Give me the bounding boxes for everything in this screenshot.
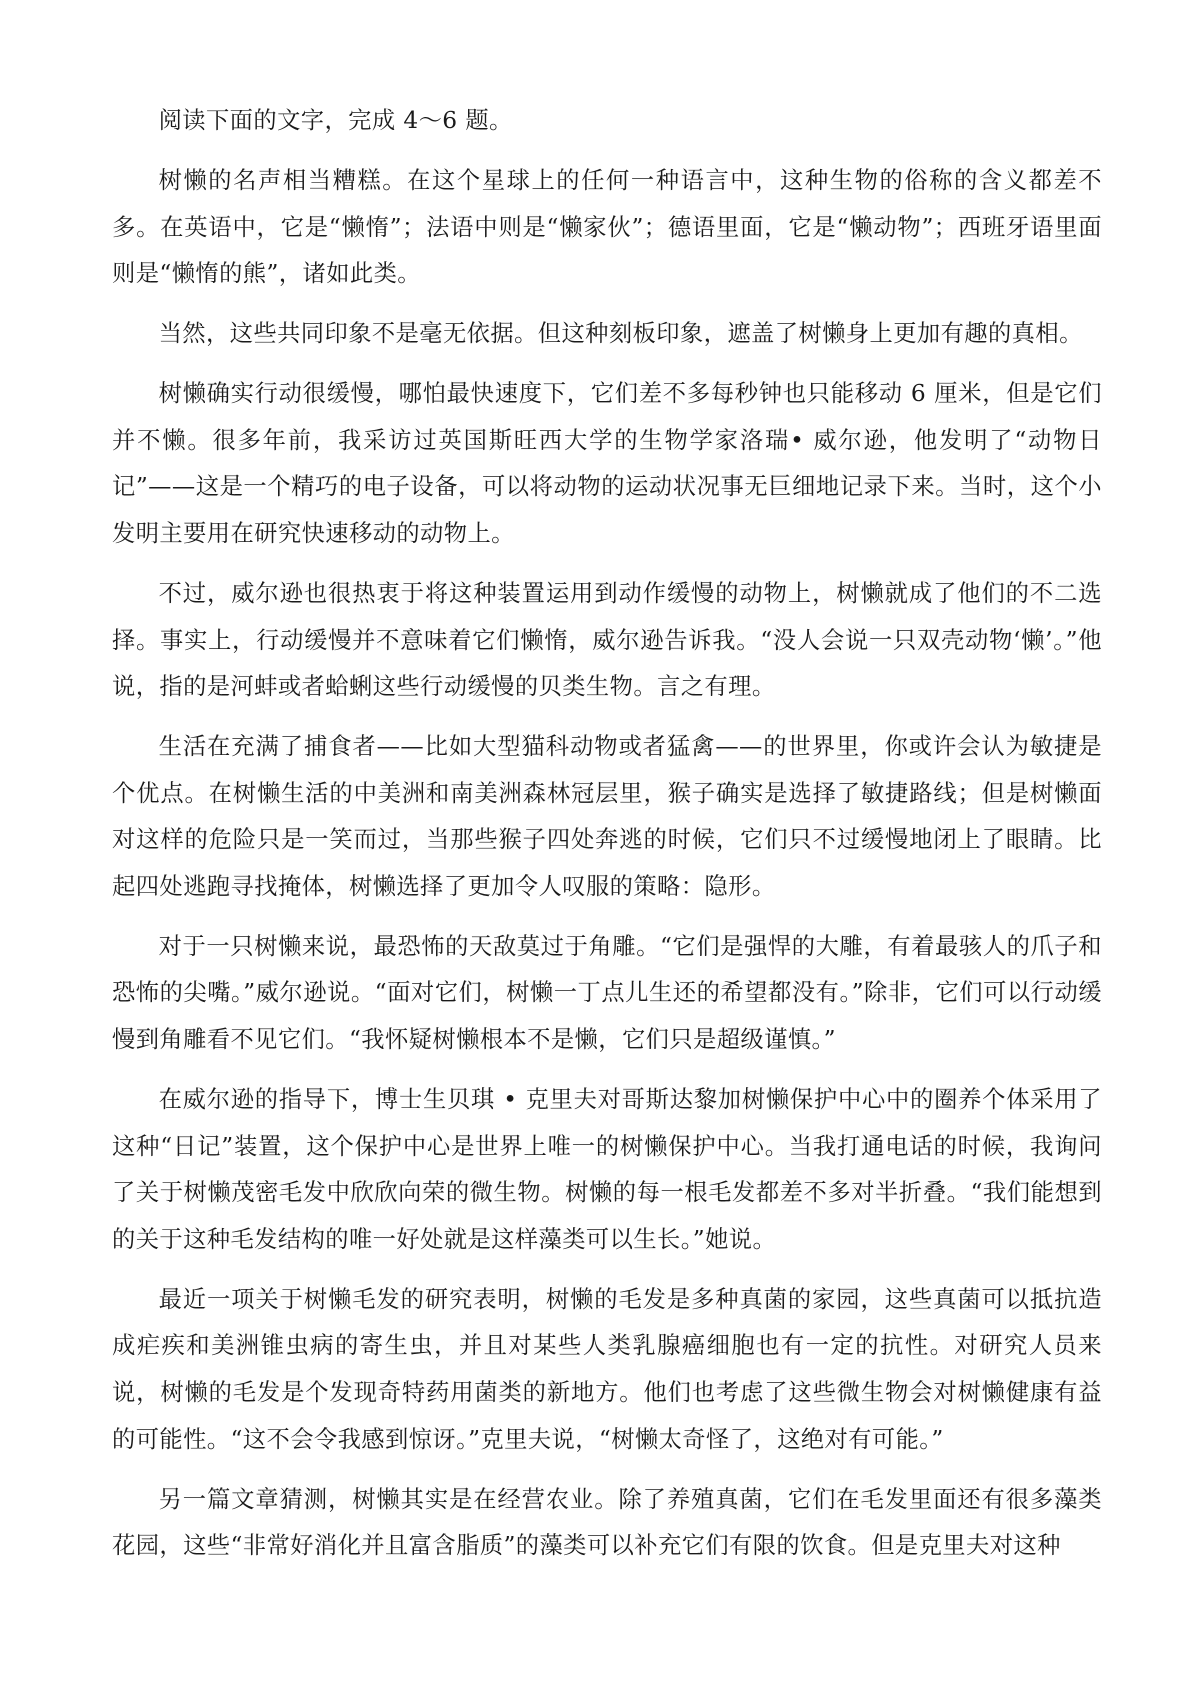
reading-instruction: 阅读下面的文字，完成 4～6 题。 [158, 107, 513, 134]
paragraph: 另一篇文章猜测，树懒其实是在经营农业。除了养殖真菌，它们在毛发里面还有很多藻类花园，这些“非常好消化并且富含脂质”的藻类可以补充它们有限的饮食。但是克里夫对这种 [112, 1485, 1102, 1560]
paragraph: 对于一只树懒来说，最恐怖的天敌莫过于角雕。“它们是强悍的大雕，有着最骇人的爪子和恐怖的尖嘴。”威尔逊说。“面对它们，树懒一丁点儿生还的希望都没有。”除非，它们可以行动缓慢到角雕看不见它们。“我怀疑树懒根本不是懒，它们只是超级谨慎。” [112, 932, 1102, 1054]
paragraph: 树懒的名声相当糟糕。在这个星球上的任何一种语言中，这种生物的俗称的含义都差不多。在英语中，它是“懒惰”；法语中则是“懒家伙”；德语里面，它是“懒动物”；西班牙语里面则是“懒惰的熊”，诸如此类。 [112, 166, 1102, 288]
paragraph: 在威尔逊的指导下，博士生贝琪 • 克里夫对哥斯达黎加树懒保护中心中的圈养个体采用了这种“日记”装置，这个保护中心是世界上唯一的树懒保护中心。当我打通电话的时候，我询问了关于树懒茂密毛发中欣欣向荣的微生物。树懒的每一根毛发都差不多对半折叠。“我们能想到的关于这种毛发结构的唯一好处就是这样藻类可以生长。”她说。 [112, 1086, 1102, 1253]
paragraph: 树懒确实行动很缓慢，哪怕最快速度下，它们差不多每秒钟也只能移动 6 厘米，但是它们并不懒。很多年前，我采访过英国斯旺西大学的生物学家洛瑞• 威尔逊，他发明了“动物日记”——这是一个精巧的电子设备，可以将动物的运动状况事无巨细地记录下来。当时，这个小发明主要用在研究快速移动的动物上。 [112, 380, 1102, 547]
paragraph: 生活在充满了捕食者——比如大型猫科动物或者猛禽——的世界里，你或许会认为敏捷是个优点。在树懒生活的中美洲和南美洲森林冠层里，猴子确实是选择了敏捷路线；但是树懒面对这样的危险只是一笑而过，当那些猴子四处奔逃的时候，它们只不过缓慢地闭上了眼睛。比起四处逃跑寻找掩体，树懒选择了更加令人叹服的策略：隐形。 [112, 733, 1102, 900]
paragraph: 最近一项关于树懒毛发的研究表明，树懒的毛发是多种真菌的家园，这些真菌可以抵抗造成疟疾和美洲锥虫病的寄生虫，并且对某些人类乳腺癌细胞也有一定的抗性。对研究人员来说，树懒的毛发是个发现奇特药用菌类的新地方。他们也考虑了这些微生物会对树懒健康有益的可能性。“这不会令我感到惊讶。”克里夫说，“树懒太奇怪了，这绝对有可能。” [112, 1285, 1102, 1453]
passage [112, 98, 1102, 1583]
paragraph: 当然，这些共同印象不是毫无依据。但这种刻板印象，遮盖了树懒身上更加有趣的真相。 [158, 320, 1083, 348]
paragraph: 不过，威尔逊也很热衷于将这种装置运用到动作缓慢的动物上，树懒就成了他们的不二选择。事实上，行动缓慢并不意味着它们懒惰，威尔逊告诉我。“没人会说一只双壳动物‘懒’。”他说，指的是河蚌或者蛤蜊这些行动缓慢的贝类生物。言之有理。 [112, 579, 1102, 701]
